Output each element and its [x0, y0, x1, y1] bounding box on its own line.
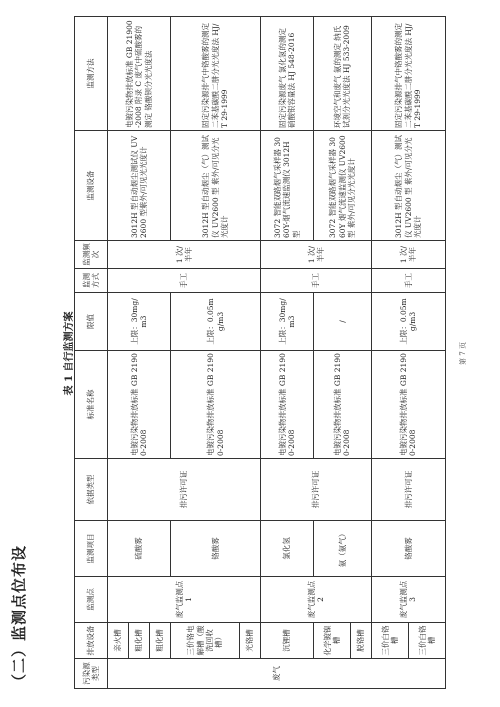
process-cell: 三价白铬槽 — [408, 623, 445, 659]
process-cell: 三价铬电解槽（酸洗回收槽） — [171, 623, 240, 659]
method-cell: 手工 — [108, 269, 261, 293]
item-cell: 铬酸雾 — [371, 521, 445, 577]
basis-cell: 排污许可证 — [108, 459, 261, 521]
header-point: 监测点 — [75, 577, 108, 623]
header-analysis: 监测方法 — [75, 17, 108, 131]
point-cell: 废气监测点 3 — [371, 577, 445, 623]
table-title: 表 1 自行监测方案 — [64, 311, 75, 396]
header-equipment: 监测设备 — [75, 131, 108, 241]
limit-cell: 上限：30mg/m3 — [108, 293, 171, 351]
method-cell: 手工 — [371, 269, 445, 293]
item-cell: 硫酸雾 — [108, 521, 171, 577]
process-cell: 光铬槽 — [239, 623, 260, 659]
item-cell: 氯化氢 — [261, 521, 314, 577]
header-frequency: 监测频次 — [75, 241, 108, 269]
method-cell: 手工 — [261, 269, 372, 293]
table-row — [261, 17, 314, 689]
basis-cell: 排污许可证 — [261, 459, 372, 521]
standard-cell: 电镀污染物排放标准 GB 21900-2008 — [108, 351, 171, 459]
header-pollutant-type: 污染源类型 — [75, 659, 108, 689]
header-process: 排放设备 — [75, 623, 108, 659]
analysis-cell: 固定污染源废气 氯化氢的测定 硝酸银容量法 HJ 548-2016 — [261, 17, 314, 131]
header-basis: 依据类型 — [75, 459, 108, 521]
item-cell: 铬酸雾 — [171, 521, 261, 577]
process-cell: 粗化槽 — [150, 623, 171, 659]
analysis-cell: 固定污染源排气中铬酸雾的测定 二苯基碳酰二肼分光光度法 HJ/T 29-1999 — [371, 17, 445, 131]
header-row — [75, 17, 108, 689]
header-limit: 限值 — [75, 293, 108, 351]
process-cell: 化学镀镍槽 — [313, 623, 350, 659]
header-standard: 标准名称 — [75, 351, 108, 459]
limit-cell: 上限：30mg/m3 — [261, 293, 314, 351]
table-row — [371, 17, 408, 689]
process-cell: 三价白铬槽 — [371, 623, 408, 659]
analysis-cell: 电镀污染物排放标准 GB 21900-2008 附录 C 废气中硫酸雾的测定 铬酸钡分光光度法 — [108, 17, 171, 131]
frequency-cell: 1 次/半年 — [371, 241, 445, 269]
equipment-cell: 3012H 型自动烟尘测试仪 UV2600 型紫外/可见光光度计 — [108, 131, 171, 241]
limit-cell: 上限：0.05mg/m3 — [171, 293, 261, 351]
limit-cell: 上限：0.05mg/m3 — [371, 293, 445, 351]
equipment-cell: 3072 智能双路烟气采样器 3060Y-烟气流速监测仪 3012H 型 — [261, 131, 314, 241]
process-cell: 沉锂槽 — [261, 623, 314, 659]
header-item: 监测项目 — [75, 521, 108, 577]
table-row — [108, 17, 129, 689]
standard-cell: 电镀污染物排放标准 GB 21900-2008 — [313, 351, 371, 459]
process-cell: 粗化槽 — [129, 623, 150, 659]
item-cell: 氨（氨气） — [313, 521, 371, 577]
header-method: 监测方式 — [75, 269, 108, 293]
point-cell: 废气监测点 2 — [261, 577, 372, 623]
page-number: 第 7 页 — [459, 342, 467, 365]
process-cell: 亲火槽 — [108, 623, 129, 659]
analysis-cell: 固定污染源排气中铬酸雾的测定 二苯基碳酰二肼分光光度法 HJ/T 29-1999 — [171, 17, 261, 131]
frequency-cell: 1 次/半年 — [261, 241, 372, 269]
equipment-cell: 3012H 型自动烟尘（气）测试仪 UV2600 型 紫外/可见分光光度计 — [371, 131, 445, 241]
process-cell: 脱铬槽 — [350, 623, 371, 659]
frequency-cell: 1 次/半年 — [108, 241, 261, 269]
standard-cell: 电镀污染物排放标准 GB 21900-2008 — [171, 351, 261, 459]
pollutant-type-cell: 废气 — [108, 659, 446, 689]
section-title: （二）监测点位布设 — [10, 544, 28, 689]
standard-cell: 电镀污染物排放标准 GB 21900-2008 — [371, 351, 445, 459]
basis-cell: 排污许可证 — [371, 459, 445, 521]
limit-cell: / — [313, 293, 371, 351]
equipment-cell: 3012H 型自动烟尘（气）测试仪 UV2600 型 紫外/可见分光光度计 — [171, 131, 261, 241]
monitoring-plan-table — [74, 16, 446, 689]
analysis-cell: 环境空气和废气 氨的测定 纳氏试剂分光光度法 HJ 533-2009 — [313, 17, 371, 131]
equipment-cell: 3072 智能双路烟气采样器 3060Y 烟气流速监测仪 UV2600 型 紫外/可见分光光度计 — [313, 131, 371, 241]
standard-cell: 电镀污染物排放标准 GB 21900-2008 — [261, 351, 314, 459]
point-cell: 废气监测点 1 — [108, 577, 261, 623]
